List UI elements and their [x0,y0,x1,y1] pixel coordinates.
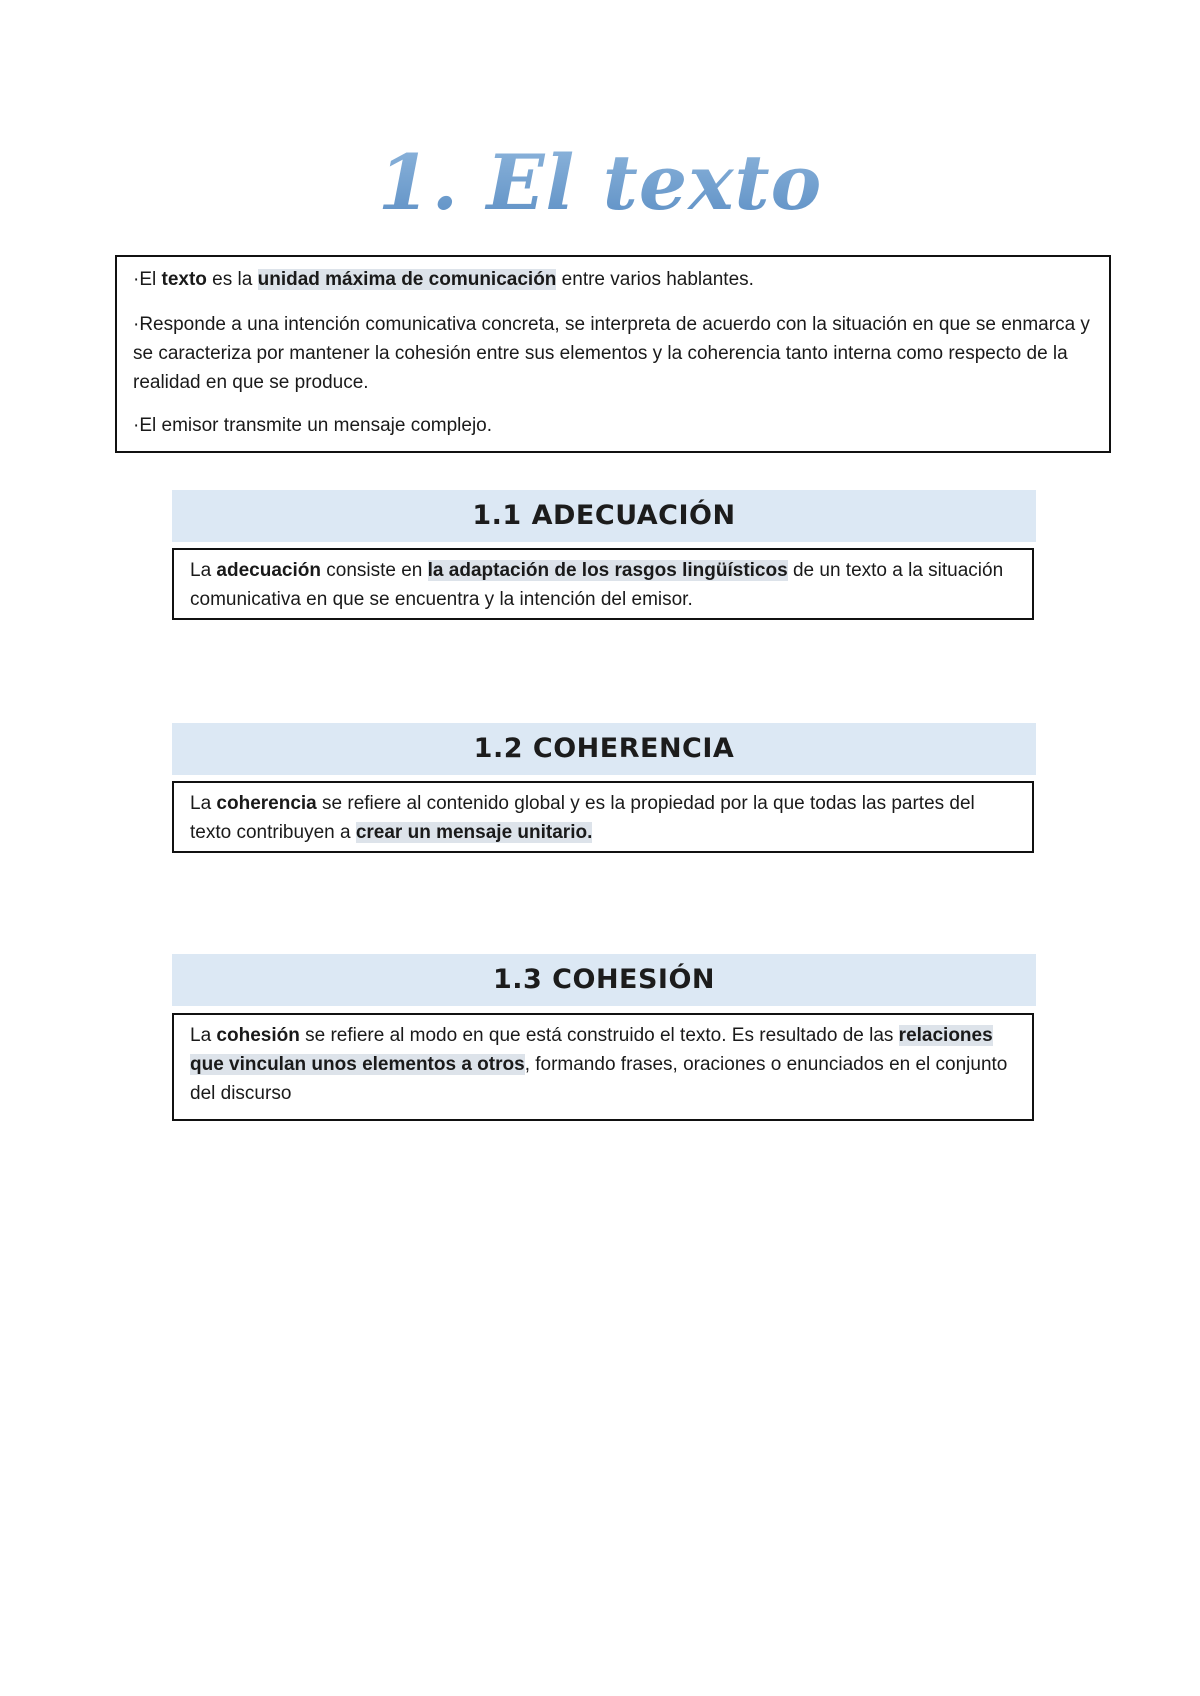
text-run: se refiere al contenido global y es la propiedad por la que todas las partes del texto contribuyen a [190,793,975,843]
text-run: ·El [133,269,162,290]
text-run: cohesión [394,343,471,364]
intro-paragraph-2 [133,310,1093,397]
text-run: ·El [133,415,162,436]
text-run: coherencia [687,343,781,364]
highlighted-term: relaciones que vinculan unos elementos a otros [190,1025,993,1075]
text-run: entre sus elementos y la [470,343,688,364]
section-heading-coherencia: 1.2 COHERENCIA [172,723,1036,775]
text-run: se refiere al modo en que está construido el texto. Es resultado de las [299,1025,899,1046]
section-heading-cohesion: 1.3 COHESIÓN [172,954,1036,1006]
intro-paragraph-3 [133,411,1093,440]
section-heading-adecuacion: 1.1 ADECUACIÓN [172,490,1036,542]
highlighted-term: unidad máxima de comunicación [257,269,557,290]
intro-box [115,255,1111,453]
section-box-cohesion [172,1013,1034,1121]
text-run: tanto interna como respecto de la realidad en que se produce. [133,343,1068,393]
text-run: La [190,1025,217,1046]
bold-term: cohesión [216,1025,300,1046]
highlighted-term: crear un mensaje unitario. [355,822,593,843]
bold-term: coherencia [216,793,317,814]
text-run: transmite un mensaje complejo. [218,415,493,436]
bold-term: adecuación [216,560,321,581]
intro-paragraph-1 [133,265,1093,294]
text-run: emisor [161,415,219,436]
bold-term: texto [161,269,207,290]
text-run: La [190,560,217,581]
text-run: ·Responde a una intención comunicativa concreta, se interpreta de acuerdo con la situación en que se enmarca y se caracteriza por mantener la [133,314,1090,364]
page-title: 1. El texto [0,138,1200,228]
text-run: , formando frases, oraciones o enunciados en el conjunto del discurso [190,1054,1008,1104]
text-run: es la [206,269,258,290]
section-box-adecuacion [172,548,1034,620]
highlighted-term: la adaptación de los rasgos lingüísticos [427,560,788,581]
text-run: La [190,793,217,814]
section-box-coherencia [172,781,1034,853]
text-run: de un texto a la situación comunicativa en que se encuentra y la intención del emisor. [190,560,1004,610]
text-run: consiste en [320,560,428,581]
text-run: entre varios hablantes. [556,269,754,290]
